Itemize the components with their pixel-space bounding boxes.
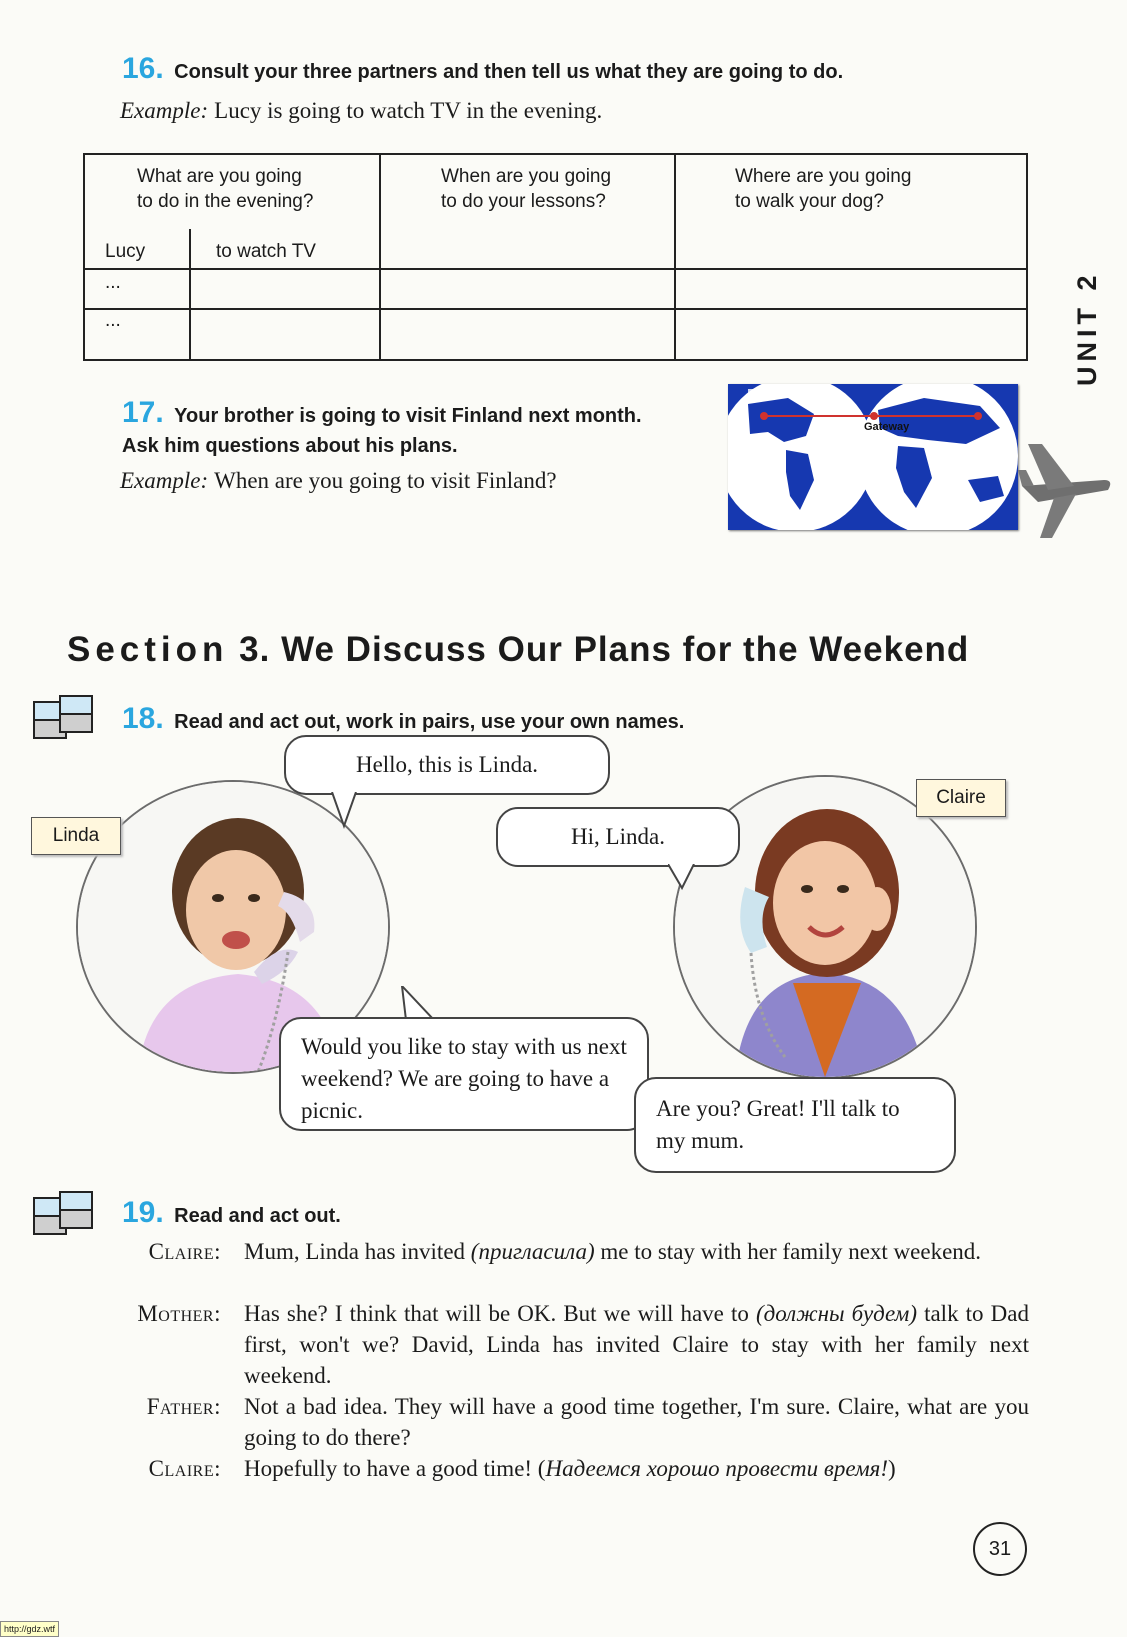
page-number: 31	[973, 1522, 1027, 1576]
airplane-icon	[1018, 440, 1114, 540]
speech-bubble-linda-1: Hello, this is Linda.	[284, 735, 610, 795]
speaker-name: Claire:	[148, 1239, 221, 1264]
speech-bubble-claire-1: Hi, Linda.	[496, 807, 740, 867]
column-header-evening: What are you going to do in the evening?	[137, 166, 314, 212]
speaker-name: Claire:	[148, 1456, 221, 1481]
example-text: When are you going to visit Finland?	[214, 468, 557, 493]
name-tag-claire: Claire	[916, 779, 1006, 817]
dialogue	[125, 1236, 1030, 1536]
exercise-17-heading	[122, 396, 642, 430]
exercise-18-heading	[122, 702, 684, 736]
bubble-tail	[668, 864, 708, 894]
example-label: Example:	[120, 98, 209, 123]
column-header-dog: Where are you going to walk your dog?	[735, 166, 912, 212]
speech-bubble-claire-2: Are you? Great! I'll talk to my mum.	[634, 1077, 956, 1173]
utterance: Mum, Linda has invited (пригласила) me to stay with her family next weekend.	[244, 1239, 982, 1264]
table-row-name: ...	[105, 310, 121, 331]
utterance: Hopefully to have a good time! (Надеемся хорошо провести время!)	[244, 1456, 896, 1481]
exercise-16-heading	[122, 52, 843, 86]
utterance: Not a bad idea. They will have a good time together, I'm sure. Claire, what are you going to do there?	[244, 1394, 1029, 1450]
table-row-name: ...	[105, 272, 121, 293]
exercise-17-instruction-line2: Ask him questions about his plans.	[122, 435, 458, 457]
name-tag-linda: Linda	[31, 817, 121, 855]
speaker-name: Mother:	[137, 1301, 221, 1326]
table-row-value: to watch TV	[216, 241, 316, 262]
exercise-instruction: Read and act out.	[174, 1205, 341, 1227]
bubble-tail	[400, 986, 440, 1020]
pair-work-icon	[32, 694, 94, 740]
exercise-19-heading	[122, 1196, 341, 1230]
example-text: Lucy is going to watch TV in the evening.	[214, 98, 603, 123]
speaker-name: Father:	[146, 1394, 221, 1419]
bubble-tail	[330, 792, 370, 832]
exercise-16-example	[120, 98, 602, 124]
exercise-instruction: Your brother is going to visit Finland next month.	[174, 405, 642, 427]
exercise-17-example	[120, 468, 557, 494]
column-header-lessons: When are you going to do your lessons?	[441, 166, 612, 212]
exercise-instruction: Consult your three partners and then tell us what they are going to do.	[174, 61, 844, 83]
utterance: Has she? I think that will be OK. But we will have to (должны будем) talk to Dad first, won't we? David, Linda has invited Claire to stay with her family next weekend.	[244, 1301, 1029, 1388]
plans-table	[83, 153, 1028, 361]
watermark-link[interactable]: http://gdz.wtf	[0, 1621, 59, 1637]
speech-bubble-linda-2: Would you like to stay with us next weekend? We are going to have a picnic.	[279, 1017, 649, 1131]
exercise-number: 16.	[122, 52, 164, 85]
map-label: Gateway	[864, 421, 910, 433]
exercise-number: 19.	[122, 1196, 164, 1229]
exercise-number: 17.	[122, 396, 164, 429]
world-map-image	[728, 384, 1018, 530]
table-row-name: Lucy	[105, 241, 146, 262]
section-title: Section 3. We Discuss Our Plans for the Weekend	[67, 630, 970, 669]
exercise-instruction: Read and act out, work in pairs, use your own names.	[174, 711, 685, 733]
unit-tab: UNIT 2	[1072, 270, 1102, 386]
pair-work-icon	[32, 1190, 94, 1236]
exercise-number: 18.	[122, 702, 164, 735]
example-label: Example:	[120, 468, 209, 493]
